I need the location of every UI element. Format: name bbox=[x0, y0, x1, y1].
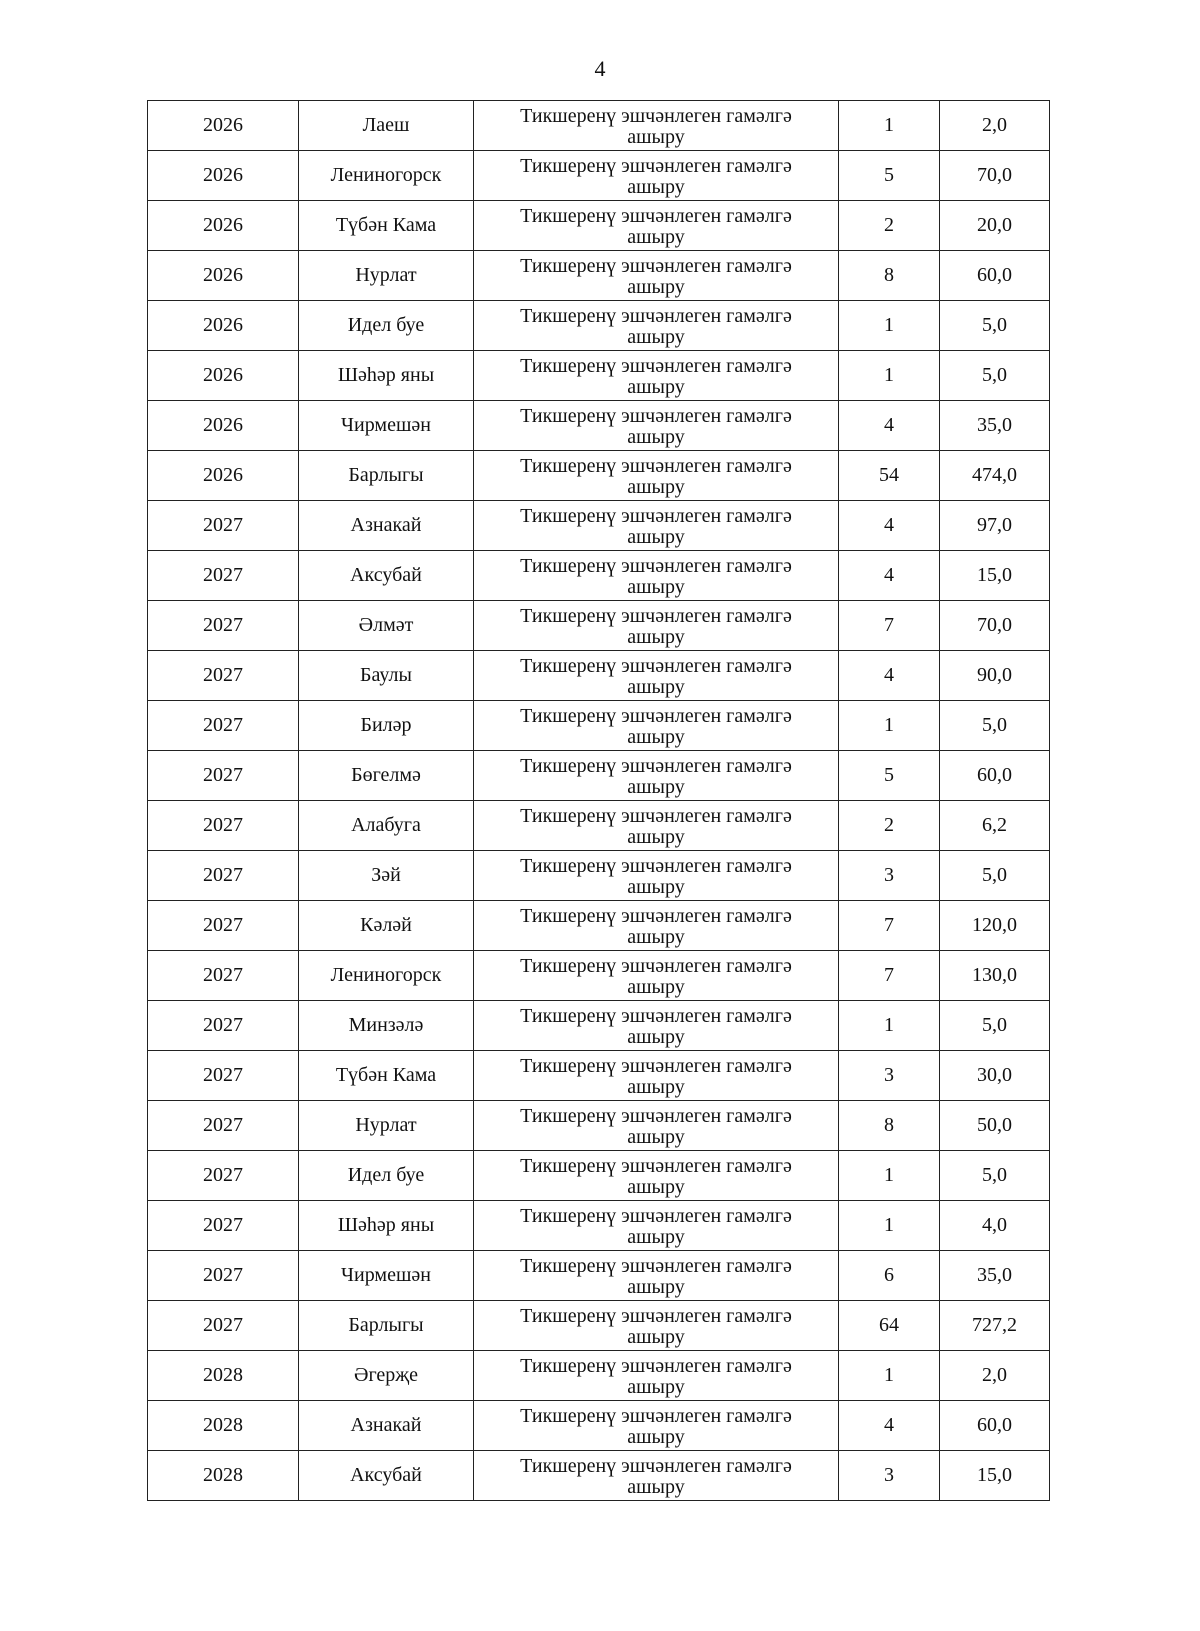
action-cell bbox=[474, 701, 839, 751]
count-cell: 4 bbox=[839, 651, 940, 701]
district-cell: Әлмәт bbox=[299, 601, 474, 651]
action-text-line2: ашыру bbox=[627, 1375, 685, 1398]
table-row bbox=[148, 901, 1050, 951]
amount-cell: 15,0 bbox=[940, 1451, 1050, 1501]
year-cell: 2026 bbox=[148, 351, 299, 401]
action-text-line2: ашыру bbox=[627, 825, 685, 848]
table-row bbox=[148, 1201, 1050, 1251]
action-cell bbox=[474, 601, 839, 651]
action-text-line1: Тикшеренү эшчәнлеген гамәлгә bbox=[520, 204, 792, 227]
district-cell: Аксубай bbox=[299, 1451, 474, 1501]
count-cell: 1 bbox=[839, 301, 940, 351]
year-cell: 2026 bbox=[148, 101, 299, 151]
district-cell: Барлыгы bbox=[299, 451, 474, 501]
table-row bbox=[148, 401, 1050, 451]
amount-cell: 70,0 bbox=[940, 601, 1050, 651]
year-cell: 2028 bbox=[148, 1451, 299, 1501]
district-cell: Бөгелмә bbox=[299, 751, 474, 801]
district-cell: Нурлат bbox=[299, 1101, 474, 1151]
table-row bbox=[148, 1001, 1050, 1051]
count-cell: 6 bbox=[839, 1251, 940, 1301]
action-cell bbox=[474, 1051, 839, 1101]
year-cell: 2026 bbox=[148, 401, 299, 451]
action-text-line1: Тикшеренү эшчәнлеген гамәлгә bbox=[520, 1104, 792, 1127]
table-row bbox=[148, 601, 1050, 651]
district-cell: Азнакай bbox=[299, 501, 474, 551]
action-text-line1: Тикшеренү эшчәнлеген гамәлгә bbox=[520, 1304, 792, 1327]
district-cell: Идел буе bbox=[299, 1151, 474, 1201]
action-text-line1: Тикшеренү эшчәнлеген гамәлгә bbox=[520, 154, 792, 177]
action-cell bbox=[474, 1001, 839, 1051]
action-text-line1: Тикшеренү эшчәнлеген гамәлгә bbox=[520, 554, 792, 577]
count-cell: 1 bbox=[839, 701, 940, 751]
action-text-line2: ашыру bbox=[627, 325, 685, 348]
action-text-line2: ашыру bbox=[627, 925, 685, 948]
action-text-line1: Тикшеренү эшчәнлеген гамәлгә bbox=[520, 1204, 792, 1227]
action-text-line1: Тикшеренү эшчәнлеген гамәлгә bbox=[520, 504, 792, 527]
count-cell: 1 bbox=[839, 1001, 940, 1051]
amount-cell: 5,0 bbox=[940, 1001, 1050, 1051]
table-row bbox=[148, 1351, 1050, 1401]
amount-cell: 30,0 bbox=[940, 1051, 1050, 1101]
action-text-line2: ашыру bbox=[627, 1025, 685, 1048]
amount-cell: 5,0 bbox=[940, 701, 1050, 751]
table-row bbox=[148, 351, 1050, 401]
district-cell: Чирмешән bbox=[299, 1251, 474, 1301]
action-cell bbox=[474, 801, 839, 851]
action-text-line2: ашыру bbox=[627, 1475, 685, 1498]
action-cell bbox=[474, 1301, 839, 1351]
amount-cell: 2,0 bbox=[940, 1351, 1050, 1401]
action-text-line1: Тикшеренү эшчәнлеген гамәлгә bbox=[520, 404, 792, 427]
district-cell: Кәләй bbox=[299, 901, 474, 951]
action-text-line2: ашыру bbox=[627, 675, 685, 698]
count-cell: 64 bbox=[839, 1301, 940, 1351]
count-cell: 4 bbox=[839, 501, 940, 551]
action-text-line2: ашыру bbox=[627, 625, 685, 648]
district-cell: Әгерҗе bbox=[299, 1351, 474, 1401]
year-cell: 2027 bbox=[148, 751, 299, 801]
amount-cell: 60,0 bbox=[940, 751, 1050, 801]
action-text-line2: ашыру bbox=[627, 725, 685, 748]
action-text-line1: Тикшеренү эшчәнлеген гамәлгә bbox=[520, 454, 792, 477]
action-cell bbox=[474, 1451, 839, 1501]
action-cell bbox=[474, 201, 839, 251]
table-row bbox=[148, 1301, 1050, 1351]
amount-cell: 4,0 bbox=[940, 1201, 1050, 1251]
table-row bbox=[148, 451, 1050, 501]
year-cell: 2027 bbox=[148, 701, 299, 751]
table-row bbox=[148, 1051, 1050, 1101]
action-text-line2: ашыру bbox=[627, 1125, 685, 1148]
table-row bbox=[148, 1101, 1050, 1151]
action-cell bbox=[474, 651, 839, 701]
action-text-line1: Тикшеренү эшчәнлеген гамәлгә bbox=[520, 304, 792, 327]
district-cell: Аксубай bbox=[299, 551, 474, 601]
page-number: 4 bbox=[594, 56, 606, 81]
count-cell: 1 bbox=[839, 1351, 940, 1401]
year-cell: 2027 bbox=[148, 1051, 299, 1101]
district-cell: Биләр bbox=[299, 701, 474, 751]
action-cell bbox=[474, 401, 839, 451]
year-cell: 2028 bbox=[148, 1401, 299, 1451]
year-cell: 2027 bbox=[148, 1001, 299, 1051]
amount-cell: 97,0 bbox=[940, 501, 1050, 551]
count-cell: 7 bbox=[839, 601, 940, 651]
action-text-line2: ашыру bbox=[627, 1175, 685, 1198]
year-cell: 2026 bbox=[148, 201, 299, 251]
action-text-line2: ашыру bbox=[627, 425, 685, 448]
action-cell bbox=[474, 451, 839, 501]
amount-cell: 6,2 bbox=[940, 801, 1050, 851]
table-row bbox=[148, 751, 1050, 801]
table-row bbox=[148, 1451, 1050, 1501]
count-cell: 4 bbox=[839, 551, 940, 601]
table-row bbox=[148, 551, 1050, 601]
year-cell: 2027 bbox=[148, 801, 299, 851]
action-text-line1: Тикшеренү эшчәнлеген гамәлгә bbox=[520, 254, 792, 277]
amount-cell: 5,0 bbox=[940, 351, 1050, 401]
action-cell bbox=[474, 351, 839, 401]
year-cell: 2027 bbox=[148, 501, 299, 551]
amount-cell: 5,0 bbox=[940, 301, 1050, 351]
amount-cell: 70,0 bbox=[940, 151, 1050, 201]
action-text-line1: Тикшеренү эшчәнлеген гамәлгә bbox=[520, 1004, 792, 1027]
table-row bbox=[148, 851, 1050, 901]
year-cell: 2026 bbox=[148, 151, 299, 201]
district-cell: Түбән Кама bbox=[299, 1051, 474, 1101]
action-cell bbox=[474, 1251, 839, 1301]
action-text-line1: Тикшеренү эшчәнлеген гамәлгә bbox=[520, 754, 792, 777]
amount-cell: 90,0 bbox=[940, 651, 1050, 701]
action-cell bbox=[474, 151, 839, 201]
action-text-line1: Тикшеренү эшчәнлеген гамәлгә bbox=[520, 354, 792, 377]
action-text-line2: ашыру bbox=[627, 475, 685, 498]
action-text-line1: Тикшеренү эшчәнлеген гамәлгә bbox=[520, 804, 792, 827]
amount-cell: 5,0 bbox=[940, 1151, 1050, 1201]
count-cell: 7 bbox=[839, 901, 940, 951]
action-text-line2: ашыру bbox=[627, 275, 685, 298]
table-row bbox=[148, 151, 1050, 201]
action-cell bbox=[474, 951, 839, 1001]
action-cell bbox=[474, 851, 839, 901]
action-text-line1: Тикшеренү эшчәнлеген гамәлгә bbox=[520, 954, 792, 977]
count-cell: 2 bbox=[839, 201, 940, 251]
year-cell: 2027 bbox=[148, 951, 299, 1001]
action-text-line2: ашыру bbox=[627, 225, 685, 248]
action-text-line1: Тикшеренү эшчәнлеген гамәлгә bbox=[520, 904, 792, 927]
count-cell: 54 bbox=[839, 451, 940, 501]
district-cell: Баулы bbox=[299, 651, 474, 701]
count-cell: 5 bbox=[839, 751, 940, 801]
table-row bbox=[148, 101, 1050, 151]
year-cell: 2027 bbox=[148, 1251, 299, 1301]
action-text-line1: Тикшеренү эшчәнлеген гамәлгә bbox=[520, 104, 792, 127]
action-text-line2: ашыру bbox=[627, 375, 685, 398]
table-row bbox=[148, 201, 1050, 251]
amount-cell: 35,0 bbox=[940, 401, 1050, 451]
year-cell: 2028 bbox=[148, 1351, 299, 1401]
count-cell: 2 bbox=[839, 801, 940, 851]
year-cell: 2026 bbox=[148, 301, 299, 351]
action-text-line2: ашыру bbox=[627, 1275, 685, 1298]
action-text-line2: ашыру bbox=[627, 1225, 685, 1248]
year-cell: 2027 bbox=[148, 901, 299, 951]
amount-cell: 20,0 bbox=[940, 201, 1050, 251]
action-cell bbox=[474, 1101, 839, 1151]
district-cell: Азнакай bbox=[299, 1401, 474, 1451]
year-cell: 2027 bbox=[148, 601, 299, 651]
district-cell: Шәһәр яны bbox=[299, 1201, 474, 1251]
action-text-line1: Тикшеренү эшчәнлеген гамәлгә bbox=[520, 1404, 792, 1427]
year-cell: 2027 bbox=[148, 1201, 299, 1251]
district-cell: Түбән Кама bbox=[299, 201, 474, 251]
table-row bbox=[148, 651, 1050, 701]
amount-cell: 60,0 bbox=[940, 1401, 1050, 1451]
district-cell: Минзәлә bbox=[299, 1001, 474, 1051]
count-cell: 3 bbox=[839, 851, 940, 901]
action-text-line2: ашыру bbox=[627, 525, 685, 548]
district-cell: Нурлат bbox=[299, 251, 474, 301]
amount-cell: 727,2 bbox=[940, 1301, 1050, 1351]
district-cell: Лаеш bbox=[299, 101, 474, 151]
action-text-line1: Тикшеренү эшчәнлеген гамәлгә bbox=[520, 1254, 792, 1277]
amount-cell: 5,0 bbox=[940, 851, 1050, 901]
action-cell bbox=[474, 1401, 839, 1451]
count-cell: 7 bbox=[839, 951, 940, 1001]
action-cell bbox=[474, 1201, 839, 1251]
inspection-table bbox=[147, 100, 1050, 1501]
year-cell: 2026 bbox=[148, 451, 299, 501]
table-row bbox=[148, 501, 1050, 551]
table-row bbox=[148, 1401, 1050, 1451]
district-cell: Алабуга bbox=[299, 801, 474, 851]
amount-cell: 130,0 bbox=[940, 951, 1050, 1001]
table-row bbox=[148, 1251, 1050, 1301]
count-cell: 5 bbox=[839, 151, 940, 201]
action-text-line1: Тикшеренү эшчәнлеген гамәлгә bbox=[520, 854, 792, 877]
count-cell: 1 bbox=[839, 101, 940, 151]
action-cell bbox=[474, 101, 839, 151]
count-cell: 1 bbox=[839, 351, 940, 401]
action-text-line1: Тикшеренү эшчәнлеген гамәлгә bbox=[520, 654, 792, 677]
district-cell: Шәһәр яны bbox=[299, 351, 474, 401]
action-text-line2: ашыру bbox=[627, 1075, 685, 1098]
amount-cell: 120,0 bbox=[940, 901, 1050, 951]
count-cell: 1 bbox=[839, 1151, 940, 1201]
action-cell bbox=[474, 1151, 839, 1201]
action-cell bbox=[474, 901, 839, 951]
action-text-line1: Тикшеренү эшчәнлеген гамәлгә bbox=[520, 704, 792, 727]
amount-cell: 15,0 bbox=[940, 551, 1050, 601]
action-text-line2: ашыру bbox=[627, 575, 685, 598]
count-cell: 3 bbox=[839, 1051, 940, 1101]
table-body bbox=[148, 101, 1050, 1501]
action-cell bbox=[474, 501, 839, 551]
action-cell bbox=[474, 751, 839, 801]
district-cell: Лениногорск bbox=[299, 151, 474, 201]
year-cell: 2027 bbox=[148, 551, 299, 601]
action-cell bbox=[474, 301, 839, 351]
table-row bbox=[148, 301, 1050, 351]
district-cell: Барлыгы bbox=[299, 1301, 474, 1351]
table-row bbox=[148, 1151, 1050, 1201]
action-cell bbox=[474, 251, 839, 301]
action-text-line2: ашыру bbox=[627, 1325, 685, 1348]
count-cell: 8 bbox=[839, 1101, 940, 1151]
action-text-line1: Тикшеренү эшчәнлеген гамәлгә bbox=[520, 1054, 792, 1077]
count-cell: 4 bbox=[839, 1401, 940, 1451]
amount-cell: 60,0 bbox=[940, 251, 1050, 301]
count-cell: 3 bbox=[839, 1451, 940, 1501]
action-cell bbox=[474, 1351, 839, 1401]
action-text-line2: ашыру bbox=[627, 1425, 685, 1448]
table-row bbox=[148, 701, 1050, 751]
action-text-line1: Тикшеренү эшчәнлеген гамәлгә bbox=[520, 604, 792, 627]
action-text-line2: ашыру bbox=[627, 125, 685, 148]
year-cell: 2027 bbox=[148, 1101, 299, 1151]
year-cell: 2027 bbox=[148, 1301, 299, 1351]
district-cell: Идел буе bbox=[299, 301, 474, 351]
year-cell: 2027 bbox=[148, 651, 299, 701]
table-row bbox=[148, 951, 1050, 1001]
action-text-line2: ашыру bbox=[627, 175, 685, 198]
action-text-line2: ашыру bbox=[627, 875, 685, 898]
action-cell bbox=[474, 551, 839, 601]
action-text-line1: Тикшеренү эшчәнлеген гамәлгә bbox=[520, 1354, 792, 1377]
amount-cell: 50,0 bbox=[940, 1101, 1050, 1151]
year-cell: 2027 bbox=[148, 851, 299, 901]
district-cell: Лениногорск bbox=[299, 951, 474, 1001]
district-cell: Зәй bbox=[299, 851, 474, 901]
action-text-line1: Тикшеренү эшчәнлеген гамәлгә bbox=[520, 1154, 792, 1177]
action-text-line2: ашыру bbox=[627, 975, 685, 998]
action-text-line2: ашыру bbox=[627, 775, 685, 798]
count-cell: 4 bbox=[839, 401, 940, 451]
district-cell: Чирмешән bbox=[299, 401, 474, 451]
count-cell: 1 bbox=[839, 1201, 940, 1251]
count-cell: 8 bbox=[839, 251, 940, 301]
table-row bbox=[148, 801, 1050, 851]
table-row bbox=[148, 251, 1050, 301]
amount-cell: 2,0 bbox=[940, 101, 1050, 151]
amount-cell: 474,0 bbox=[940, 451, 1050, 501]
year-cell: 2026 bbox=[148, 251, 299, 301]
action-text-line1: Тикшеренү эшчәнлеген гамәлгә bbox=[520, 1454, 792, 1477]
amount-cell: 35,0 bbox=[940, 1251, 1050, 1301]
year-cell: 2027 bbox=[148, 1151, 299, 1201]
